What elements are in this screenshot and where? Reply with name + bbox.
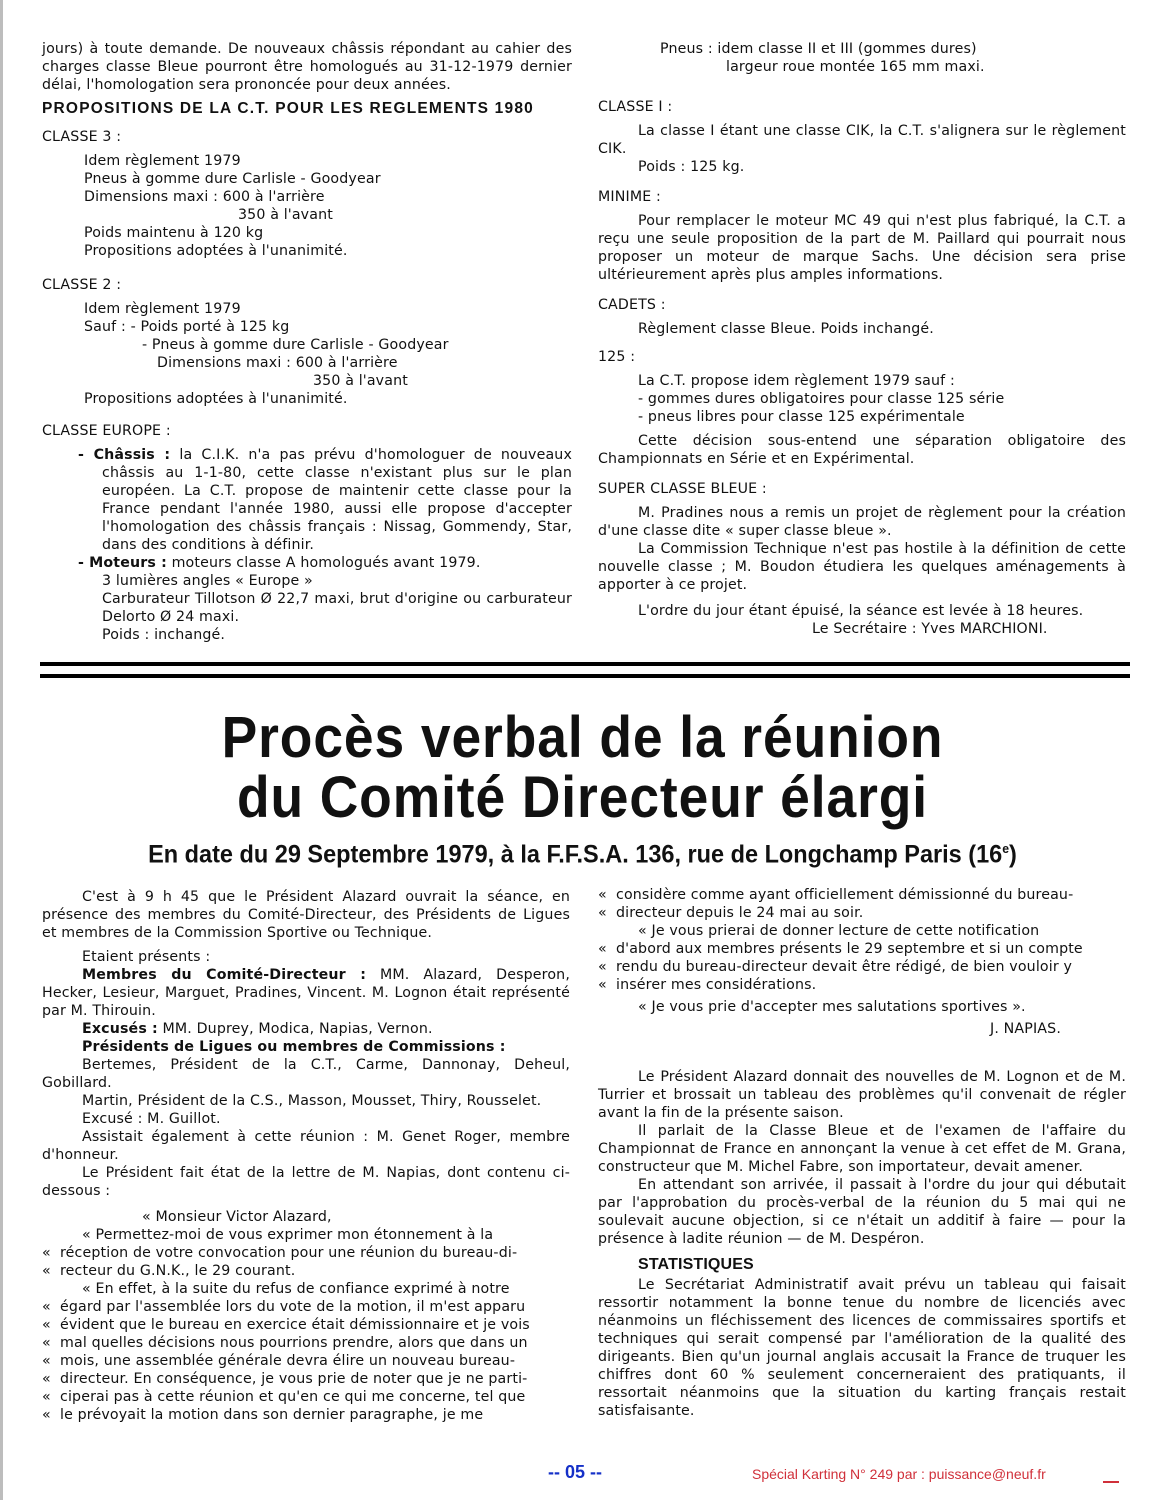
opening-paragraph: C'est à 9 h 45 que le Président Alazard ouvrait la séance, en présence des membres du Comité-Directeur, des Présidents de Ligues et membres de la Commission Sportive ou Technique. bbox=[42, 889, 570, 941]
moteurs-label: - Moteurs : bbox=[78, 555, 167, 571]
letter-text: directeur. En conséquence, je vous prie de noter que je ne parti- bbox=[60, 1371, 528, 1387]
classe3-heading: CLASSE 3 : bbox=[42, 129, 122, 145]
membres-paragraph bbox=[42, 966, 570, 1020]
classe-bleue-paragraph: Il parlait de la Classe Bleue et de l'examen de l'affaire du Championnat de France en annonçant la venue à cet effet de M. Grana, constructeur que M. Michel Fabre, son importateur, devait amener. bbox=[598, 1123, 1126, 1175]
subtitle-superscript: e bbox=[1002, 841, 1010, 856]
europe-heading: CLASSE EUROPE : bbox=[42, 423, 171, 439]
dimensions-label: Dimensions maxi : bbox=[84, 189, 219, 205]
quote-mark: « bbox=[42, 1299, 51, 1315]
quote-mark: « bbox=[42, 1407, 51, 1423]
c125-text: Cette décision sous-entend une séparation obligatoire des Championnats en Série et en Expérimental. bbox=[598, 433, 1126, 467]
europe-moteurs bbox=[42, 554, 572, 572]
dimensions-label: Dimensions maxi : bbox=[157, 355, 292, 371]
martin-paragraph: Martin, Président de la C.S., Masson, Mousset, Thiry, Rousselet. bbox=[82, 1093, 542, 1109]
cadets-heading: CADETS : bbox=[598, 297, 666, 313]
pneus-label: Pneus : bbox=[660, 41, 713, 57]
letter-line bbox=[42, 1334, 570, 1352]
subtitle-end: ) bbox=[1009, 840, 1017, 869]
classe1-poids: Poids : 125 kg. bbox=[638, 159, 745, 175]
membres-label: Membres du Comité-Directeur : bbox=[82, 967, 367, 983]
nouvelles-paragraph: Le Président Alazard donnait des nouvelles de M. Lognon et de M. Turrier et brossait un tableau des problèmes qu'il convenait de régler avant la fin de la présente saison. bbox=[598, 1069, 1126, 1121]
letter-line bbox=[42, 1316, 570, 1334]
intro-paragraph: jours) à toute demande. De nouveaux châssis répondant au cahier des charges classe Bleue pourront être homologués au 31-12-1979 dernier délai, l'homologation sera prononcée pour deux années. bbox=[42, 41, 572, 93]
statistiques-heading: STATISTIQUES bbox=[638, 1256, 754, 1273]
statistiques-text: Le Secrétariat Administratif avait prévu un tableau qui faisait ressortir notamment la bonne tenue du nombre de licenciés avec néanmoins un fléchissement des licences de commissaires sportifs et techniques qui serait compensé par l'amélioration de la qualité des dirigeants. Bien qu'un journal anglais accusait la France de truquer les chiffres dont 60 % seulement concerneraient des pratiquants, il ressortait néanmoins que la situation du karting français restait satisfaisante. bbox=[598, 1277, 1126, 1419]
c125-heading: 125 : bbox=[598, 349, 636, 365]
letter-text: évident que le bureau en exercice était démissionnaire et je vois bbox=[60, 1317, 530, 1333]
pneus-line bbox=[598, 40, 1126, 58]
classe3-line: 350 à l'avant bbox=[238, 207, 333, 223]
title-line: du Comité Directeur élargi bbox=[236, 765, 929, 830]
dimensions-value: 600 à l'arrière bbox=[295, 355, 398, 371]
letter-line bbox=[42, 1352, 570, 1370]
attendant-paragraph: En attendant son arrivée, il passait à l'ordre du jour qui débutait par l'approbation du procès-verbal de la réunion du 5 mai qui ne soulevait aucune objection, si ce n'était un additif à faire — pour la présence à ladite réunion — de M. Despéron. bbox=[598, 1177, 1126, 1247]
letter-line bbox=[42, 1262, 570, 1280]
sauf-item: - Poids porté à 125 kg bbox=[130, 319, 290, 335]
quote-mark: « bbox=[42, 1263, 51, 1279]
letter-text: rendu du bureau-directeur devait être rédigé, de bien vouloir y bbox=[616, 959, 1073, 975]
letter-text: le prévoyait la motion dans son dernier paragraphe, je me bbox=[60, 1407, 484, 1423]
pneus-line: largeur roue montée 165 mm maxi. bbox=[726, 59, 985, 75]
quote-mark: « bbox=[42, 1245, 51, 1261]
classe2-line: 350 à l'avant bbox=[313, 373, 408, 389]
page-number: -- 05 -- bbox=[548, 1462, 602, 1482]
letter-line bbox=[598, 940, 1126, 958]
cadets-text: Règlement classe Bleue. Poids inchangé. bbox=[638, 321, 934, 337]
quote-mark: « bbox=[42, 1389, 51, 1405]
letter-line: « Permettez-moi de vous exprimer mon étonnement à la bbox=[82, 1227, 494, 1243]
classe2-line bbox=[42, 318, 572, 336]
top-right-column bbox=[598, 40, 1126, 638]
secretary-signature: Le Secrétaire : Yves MARCHIONI. bbox=[812, 621, 1048, 637]
moteurs-text: moteurs classe A homologués avant 1979. bbox=[171, 555, 481, 571]
letter-closing: « Je vous prie d'accepter mes salutations sportives ». bbox=[638, 999, 1026, 1015]
classe3-line: Idem règlement 1979 bbox=[84, 153, 241, 169]
letter-text: considère comme ayant officiellement démissionné du bureau- bbox=[616, 887, 1074, 903]
quote-mark: « bbox=[598, 905, 607, 921]
chassis-text: la C.I.K. n'a pas prévu d'homologuer de nouveaux châssis au 1-1-80, cette classe n'existant plus sur le plan européen. La C.T. propose de maintenir cette classe pour la France pendant l'année 1980, aussi elle propose d'accepter l'homologation des châssis français : Nissag, Gommendy, Star, dans des conditions à définir. bbox=[102, 447, 572, 553]
excuses-text: MM. Duprey, Modica, Napias, Vernon. bbox=[162, 1021, 433, 1037]
excuses-paragraph bbox=[42, 1020, 570, 1038]
quote-mark: « bbox=[42, 1335, 51, 1351]
quote-mark: « bbox=[42, 1371, 51, 1387]
subtitle-text: En date du 29 Septembre 1979, à la F.F.S.A. 136, rue de Longchamp Paris (16 bbox=[148, 840, 1003, 869]
letter-text: recteur du G.N.K., le 29 courant. bbox=[60, 1263, 296, 1279]
article-subtitle bbox=[35, 834, 1130, 869]
letter-line bbox=[42, 1244, 570, 1262]
quote-mark: « bbox=[598, 887, 607, 903]
presents-label: Etaient présents : bbox=[82, 949, 211, 965]
letter-text: égard par l'assemblée lors du vote de la motion, il m'est apparu bbox=[60, 1299, 526, 1315]
lettre-paragraph: Le Président fait état de la lettre de M. Napias, dont contenu ci-dessous : bbox=[42, 1165, 570, 1199]
top-left-column bbox=[42, 40, 572, 644]
excuse-paragraph: Excusé : M. Guillot. bbox=[82, 1111, 221, 1127]
letter-line bbox=[598, 904, 1126, 922]
letter-text: ciperai pas à cette réunion et qu'en ce qui me concerne, tel que bbox=[60, 1389, 526, 1405]
propositions-title: PROPOSITIONS DE LA C.T. POUR LES REGLEMENTS 1980 bbox=[42, 100, 534, 117]
super-text: La Commission Technique n'est pas hostile à la définition de cette nouvelle classe ; M. Boudon étudiera les quelques aménagements à apporter à ce projet. bbox=[598, 541, 1126, 593]
closing-text: L'ordre du jour étant épuisé, la séance est levée à 18 heures. bbox=[638, 603, 1084, 619]
letter-line bbox=[42, 1298, 570, 1316]
classe3-line: Poids maintenu à 120 kg bbox=[84, 225, 264, 241]
classe1-text: La classe I étant une classe CIK, la C.T. s'alignera sur le règlement CIK. bbox=[598, 123, 1126, 157]
classe3-line: Propositions adoptées à l'unanimité. bbox=[84, 243, 348, 259]
classe3-line bbox=[42, 188, 572, 206]
excuses-label: Excusés : bbox=[82, 1021, 158, 1037]
europe-chassis bbox=[42, 446, 572, 554]
letter-text: réception de votre convocation pour une réunion du bureau-di- bbox=[60, 1245, 518, 1261]
title-line: Procès verbal de la réunion bbox=[221, 705, 944, 770]
letter-line: « En effet, à la suite du refus de confiance exprimé à notre bbox=[82, 1281, 510, 1297]
super-text: M. Pradines nous a remis un projet de règlement pour la création d'une classe dite « super classe bleue ». bbox=[598, 505, 1126, 539]
europe-carburateur: Carburateur Tillotson Ø 22,7 maxi, brut d'origine ou carburateur Delorto Ø 24 maxi. bbox=[102, 591, 572, 625]
c125-line: La C.T. propose idem règlement 1979 sauf : bbox=[638, 373, 955, 389]
classe1-heading: CLASSE I : bbox=[598, 99, 673, 115]
bottom-left-column bbox=[42, 888, 570, 1424]
europe-lumieres: 3 lumières angles « Europe » bbox=[102, 573, 313, 589]
pneus-value: idem classe II et III (gommes dures) bbox=[717, 41, 977, 57]
letter-line: « Je vous prierai de donner lecture de cette notification bbox=[638, 923, 1040, 939]
quote-mark: « bbox=[42, 1353, 51, 1369]
letter-line bbox=[42, 1388, 570, 1406]
letter-text: d'abord aux membres présents le 29 septembre et si un compte bbox=[616, 941, 1083, 957]
super-heading: SUPER CLASSE BLEUE : bbox=[598, 481, 767, 497]
letter-line bbox=[598, 958, 1126, 976]
letter-text: mal quelles décisions nous pourrions prendre, alors que dans un bbox=[60, 1335, 528, 1351]
minime-heading: MINIME : bbox=[598, 189, 661, 205]
bottom-right-column bbox=[598, 886, 1126, 1420]
membres-text: MM. Alazard, Desperon, Hecker, Lesieur, Marguet, Pradines, Vincent. M. Lognon était représenté par M. Thirouin. bbox=[42, 967, 570, 1019]
divider-rule bbox=[40, 674, 1130, 678]
quote-mark: « bbox=[598, 977, 607, 993]
classe2-line: Idem règlement 1979 bbox=[84, 301, 241, 317]
letter-line bbox=[42, 1370, 570, 1388]
quote-mark: « bbox=[598, 941, 607, 957]
classe2-line: Propositions adoptées à l'unanimité. bbox=[84, 391, 348, 407]
classe2-line bbox=[42, 354, 572, 372]
letter-line bbox=[598, 886, 1126, 904]
classe2-line: - Pneus à gomme dure Carlisle - Goodyear bbox=[142, 337, 449, 353]
footer-underline bbox=[1103, 1481, 1119, 1483]
letter-line bbox=[598, 976, 1126, 994]
dimensions-value: 600 à l'arrière bbox=[222, 189, 325, 205]
sauf-label: Sauf : bbox=[84, 319, 126, 335]
europe-poids: Poids : inchangé. bbox=[102, 627, 226, 643]
quote-mark: « bbox=[42, 1317, 51, 1333]
classe3-line: Pneus à gomme dure Carlisle - Goodyear bbox=[84, 171, 381, 187]
bertemes-paragraph: Bertemes, Président de la C.T., Carme, Dannonay, Deheul, Gobillard. bbox=[42, 1057, 570, 1091]
chassis-label: - Châssis : bbox=[78, 447, 171, 463]
letter-salutation: « Monsieur Victor Alazard, bbox=[142, 1209, 332, 1225]
c125-line: - gommes dures obligatoires pour classe 125 série bbox=[638, 391, 1005, 407]
classe2-heading: CLASSE 2 : bbox=[42, 277, 122, 293]
divider-rule bbox=[40, 662, 1130, 666]
letter-text: insérer mes considérations. bbox=[616, 977, 817, 993]
minime-text: Pour remplacer le moteur MC 49 qui n'est plus fabriqué, la C.T. a reçu une seule proposition de la part de M. Paillard qui pourrait nous proposer un moteur de marque Sachs. Une décision sera prise ultérieurement après plus amples informations. bbox=[598, 213, 1126, 283]
c125-line: - pneus libres pour classe 125 expérimentale bbox=[638, 409, 965, 425]
footer-credit: Spécial Karting N° 249 par : puissance@neuf.fr bbox=[752, 1466, 1046, 1482]
letter-text: directeur depuis le 24 mai au soir. bbox=[616, 905, 864, 921]
assistait-paragraph: Assistait également à cette réunion : M. Genet Roger, membre d'honneur. bbox=[42, 1129, 570, 1163]
letter-signature: J. NAPIAS. bbox=[990, 1021, 1061, 1037]
quote-mark: « bbox=[598, 959, 607, 975]
letter-text: mois, une assemblée générale devra élire un nouveau bureau- bbox=[60, 1353, 516, 1369]
letter-line bbox=[42, 1406, 570, 1424]
presidents-label: Présidents de Ligues ou membres de Commissions : bbox=[82, 1039, 506, 1055]
page-edge bbox=[0, 0, 3, 1500]
article-title bbox=[47, 705, 1119, 830]
